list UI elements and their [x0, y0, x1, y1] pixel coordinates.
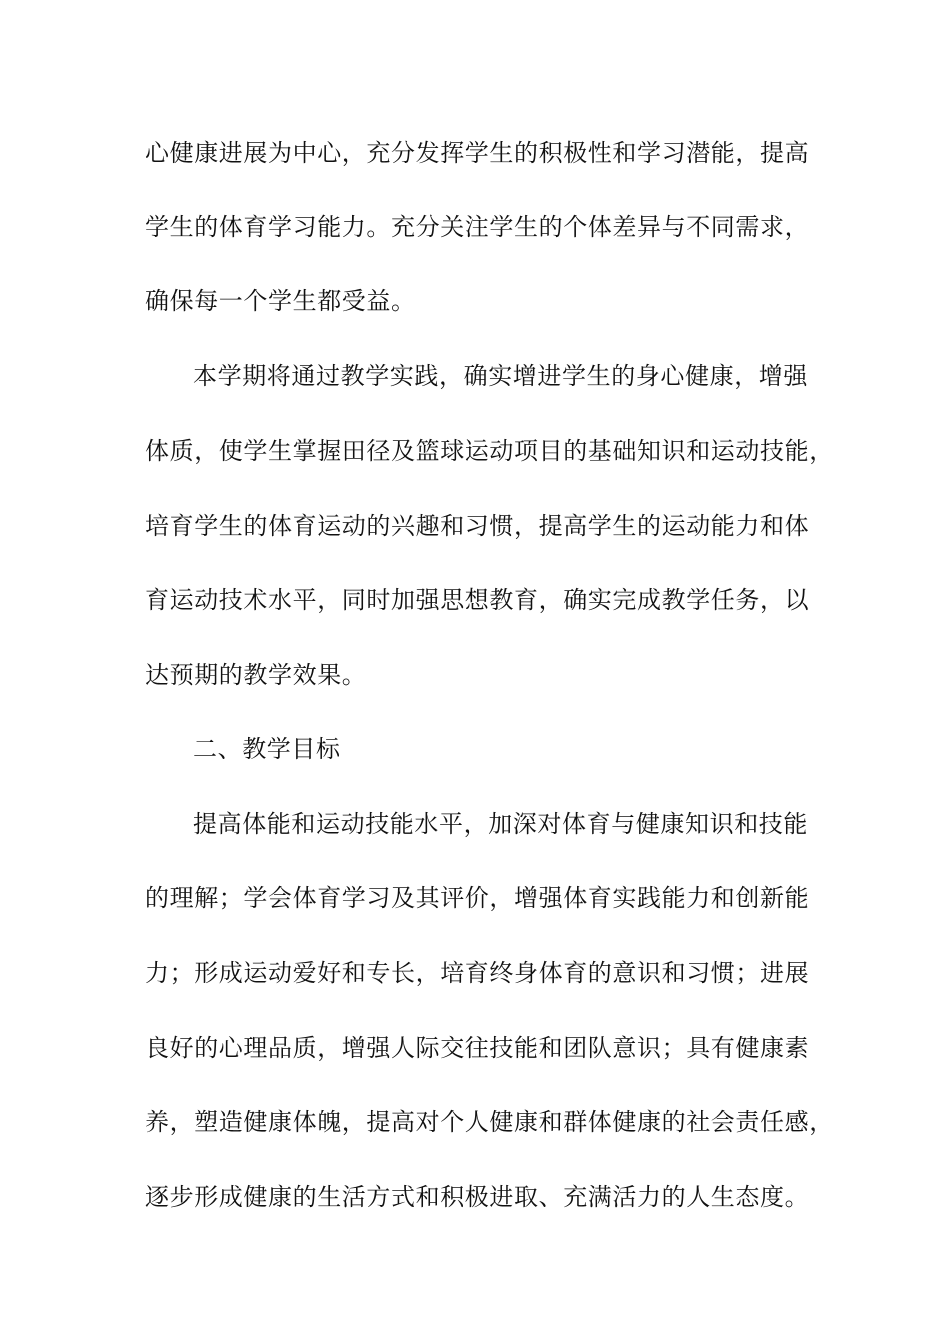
paragraph-3-line-2: 的理解；学会体育学习及其评价，增强体育实践能力和创新能: [145, 884, 810, 912]
paragraph-1-line-2: 学生的体育学习能力。充分关注学生的个体差异与不同需求，: [145, 213, 810, 241]
paragraph-3-line-3: 力；形成运动爱好和专长，培育终身体育的意识和习惯；进展: [145, 959, 810, 987]
paragraph-3-line-1: 提高体能和运动技能水平，加深对体育与健康知识和技能: [193, 810, 808, 838]
paragraph-1-line-3: 确保每一个学生都受益。: [145, 287, 416, 315]
paragraph-3-line-5: 养，塑造健康体魄，提高对个人健康和群体健康的社会责任感，: [145, 1108, 834, 1136]
paragraph-3-line-4: 良好的心理品质，增强人际交往技能和团队意识；具有健康素: [145, 1034, 810, 1062]
paragraph-2-line-5: 达预期的教学效果。: [145, 661, 367, 689]
paragraph-2-line-2: 体质，使学生掌握田径及篮球运动项目的基础知识和运动技能，: [145, 437, 834, 465]
paragraph-2-line-4: 育运动技术水平，同时加强思想教育，确实完成教学任务，以: [145, 586, 810, 614]
paragraph-1-line-1: 心健康进展为中心，充分发挥学生的积极性和学习潜能，提高: [145, 139, 810, 167]
paragraph-2-line-3: 培育学生的体育运动的兴趣和习惯，提高学生的运动能力和体: [145, 512, 810, 540]
paragraph-3-line-6: 逐步形成健康的生活方式和积极进取、充满活力的人生态度。: [145, 1183, 810, 1211]
section-heading: 二、教学目标: [193, 735, 341, 763]
paragraph-2-line-1: 本学期将通过教学实践，确实增进学生的身心健康，增强: [193, 362, 808, 390]
